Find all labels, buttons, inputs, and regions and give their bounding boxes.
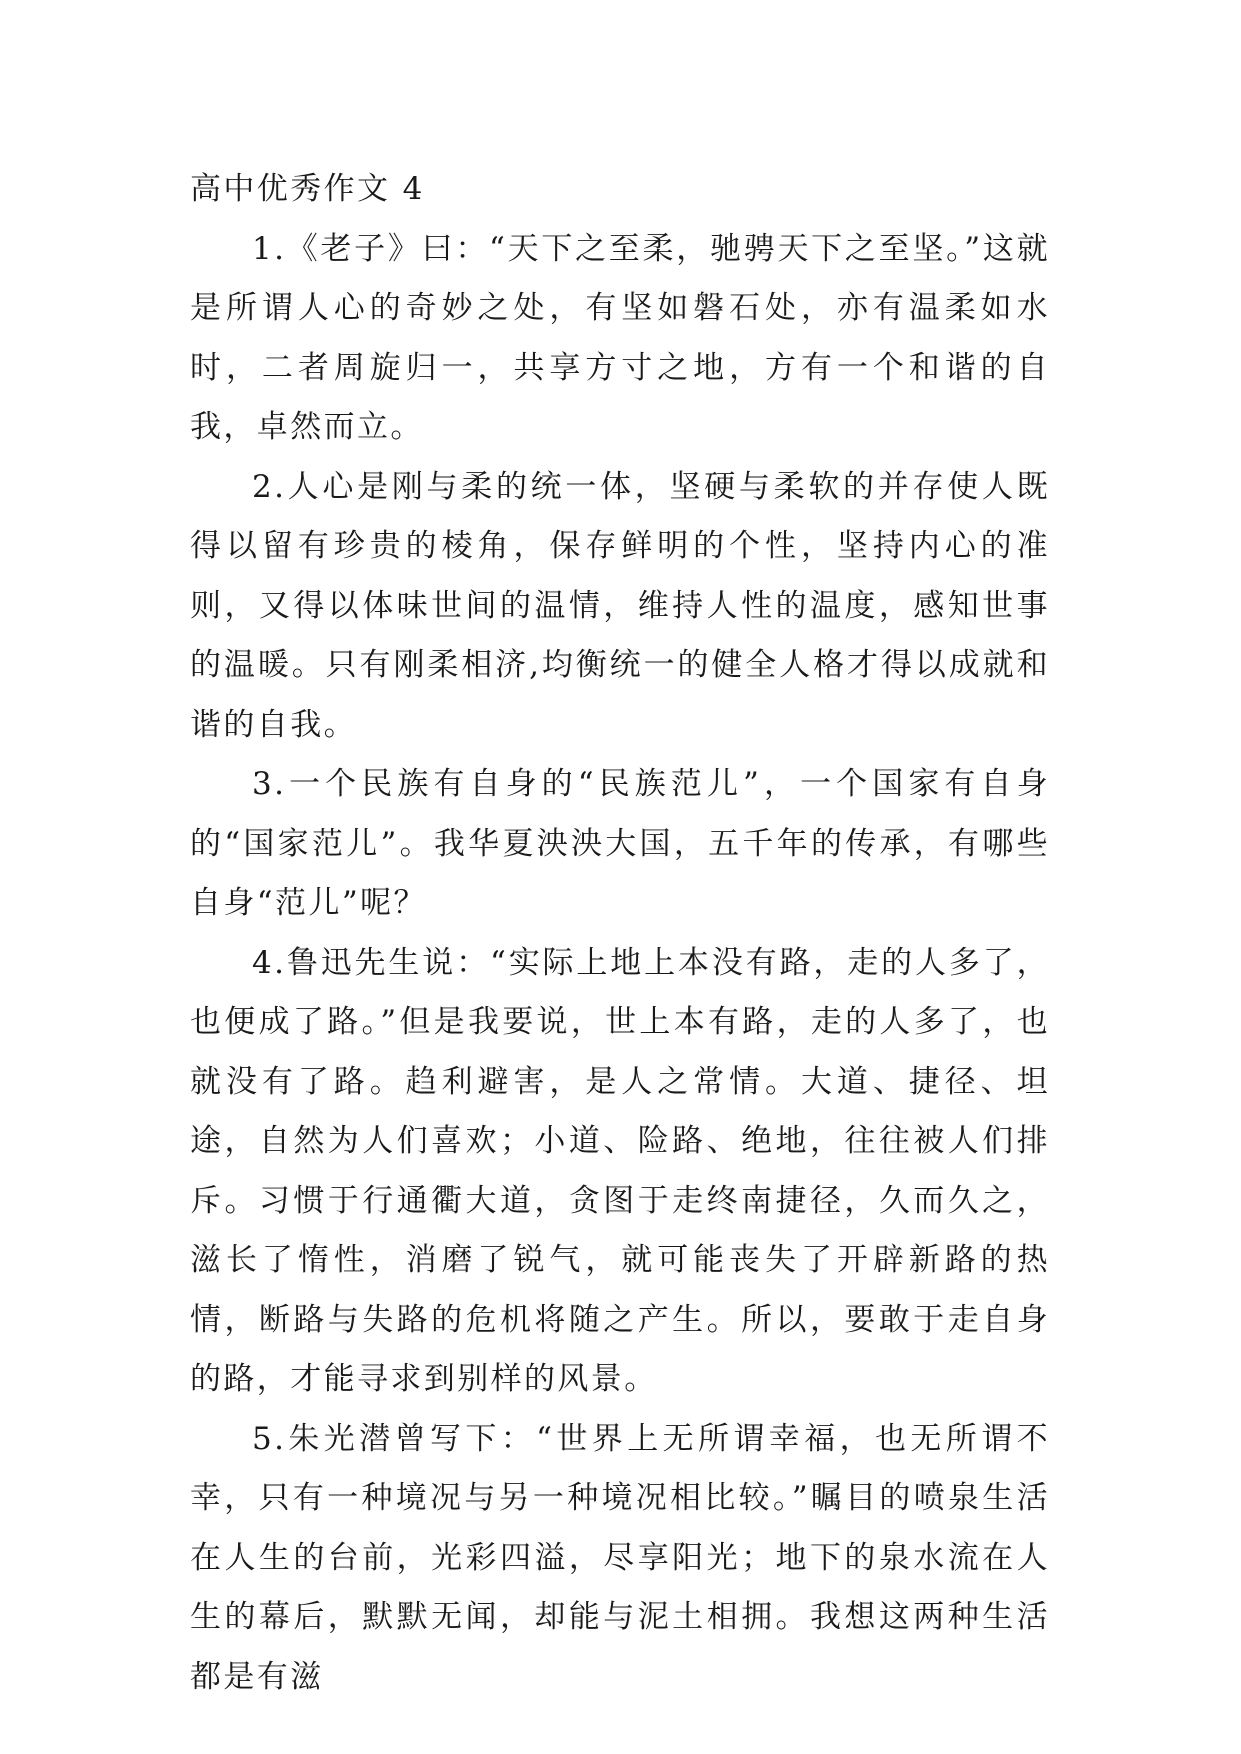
- document-title: 高中优秀作文 4: [190, 171, 425, 207]
- paragraph-2: 2.人心是刚与柔的统一体，坚硬与柔软的并存使人既得以留有珍贵的棱角，保存鲜明的个性，坚持内心的准则，又得以体味世间的温情，维持人性的温度，感知世事的温暖。只有刚柔相济,均衡统一的健全人格才得以成就和谐的自我。: [190, 468, 1050, 743]
- document-body: [190, 160, 1050, 1707]
- paragraph-5: 5.朱光潜曾写下：“世界上无所谓幸福，也无所谓不幸，只有一种境况与另一种境况相比较。”瞩目的喷泉生活在人生的台前，光彩四溢，尽享阳光；地下的泉水流在人生的幕后，默默无闻，却能与泥土相拥。我想这两种生活都是有滋: [190, 1420, 1050, 1695]
- paragraph-4: 4.鲁迅先生说：“实际上地上本没有路，走的人多了，也便成了路。”但是我要说，世上本有路，走的人多了，也就没有了路。趋利避害，是人之常情。大道、捷径、坦途，自然为人们喜欢；小道、险路、绝地，往往被人们排斥。习惯于行通衢大道，贪图于走终南捷径，久而久之，滋长了惰性，消磨了锐气，就可能丧失了开辟新路的热情，断路与失路的危机将随之产生。所以，要敢于走自身的路，才能寻求到别样的风景。: [190, 944, 1050, 1397]
- paragraph-3: 3.一个民族有自身的“民族范儿”，一个国家有自身的“国家范儿”。我华夏泱泱大国，五千年的传承，有哪些自身“范儿”呢？: [190, 766, 1050, 921]
- paragraph-1: 1.《老子》曰：“天下之至柔，驰骋天下之至坚。”这就是所谓人心的奇妙之处，有坚如磐石处，亦有温柔如水时，二者周旋归一，共享方寸之地，方有一个和谐的自我，卓然而立。: [190, 230, 1050, 445]
